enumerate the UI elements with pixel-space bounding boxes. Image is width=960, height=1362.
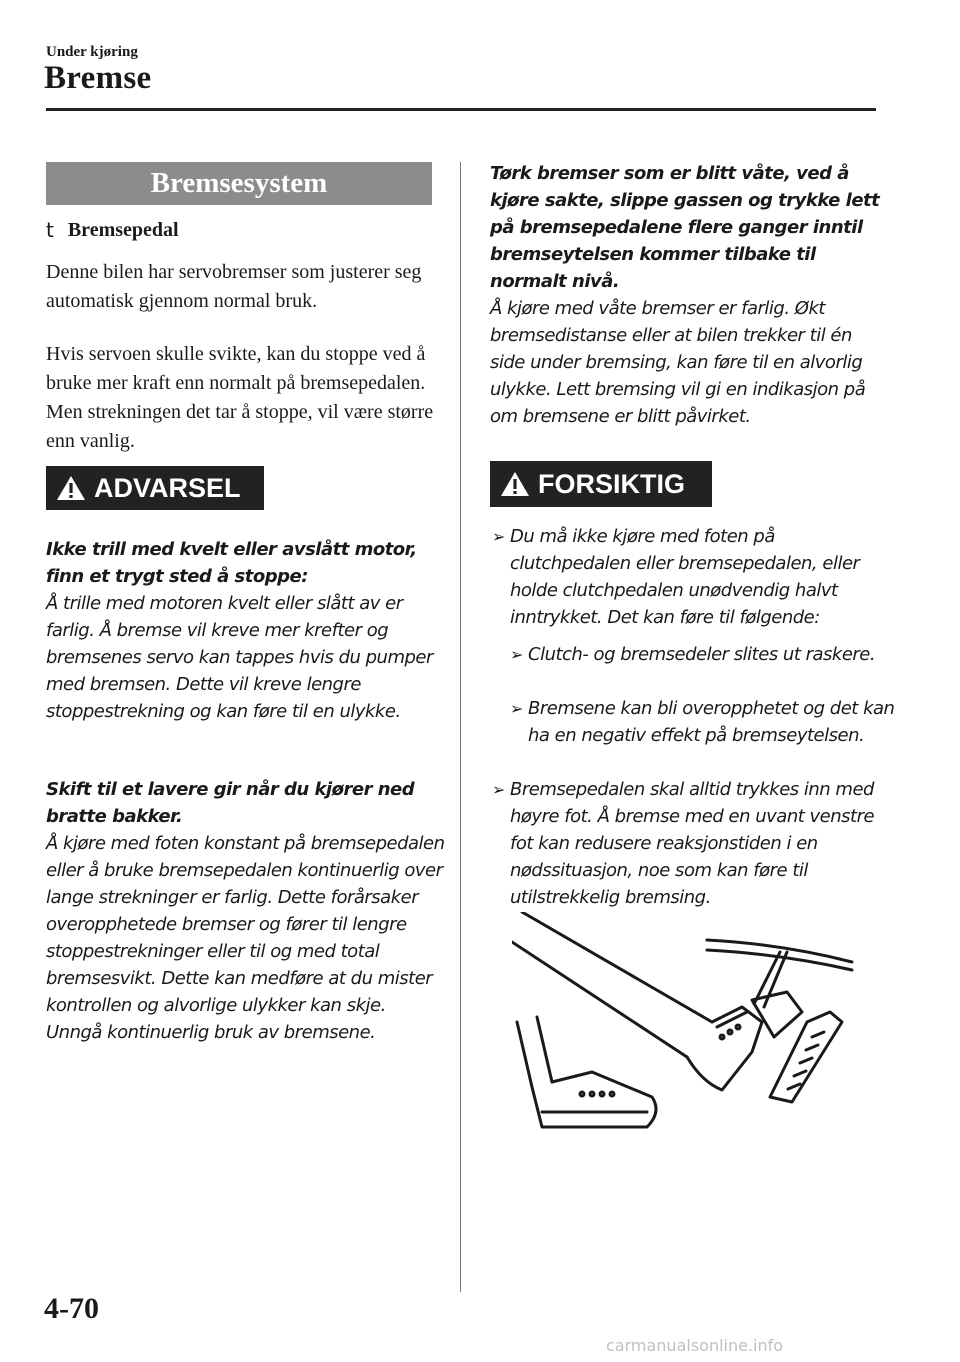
subsection-title: Bremsepedal [67,218,179,241]
warning-item-2 [46,776,446,1046]
caution-triangle-icon [500,471,530,497]
section-title: Bremsesystem [46,162,432,205]
warning-heading: Ikke trill med kvelt eller avslått motor, finn et trygt sted å stoppe: [46,539,417,587]
breadcrumb: Under kjøring [46,44,138,60]
warning-label: ADVARSEL [94,472,241,503]
warning-heading: Tørk bremser som er blitt våte, ved å kjøre sakte, slippe gassen og trykke lett på bremsepedalene flere ganger inntil bremseytelsen kommer tilbake til normalt nivå. [490,163,880,292]
caution-item-1 [492,523,900,631]
pedal-illustration [512,912,882,1132]
warning-badge [46,466,264,510]
warning-triangle-icon [56,475,86,501]
arrow-bullet-icon: ➢ [510,645,523,664]
caution-badge [490,461,712,507]
servo-paragraph: Hvis servoen skulle svikte, kan du stoppe ved å bruke mer kraft enn normalt på bremsepedalen. Men strekningen det tar å stoppe, vil være større enn vanlig. [46,343,434,452]
warning-item-3 [490,160,890,430]
arrow-bullet-icon: ➢ [492,527,505,546]
caution-text: Bremsene kan bli overopphetet og det kan ha en negativ effekt på bremseytelsen. [528,698,895,746]
caution-text: Bremsepedalen skal alltid trykkes inn med høyre fot. Å bremse med en uvant venstre fot kan redusere reaksjonstiden i en nødssituasjon, noe som kan føre til utilstrekkelig bremsing. [510,779,875,908]
header-rule [46,108,876,111]
warning-item-1 [46,536,446,725]
caution-label: FORSIKTIG [538,468,685,499]
page-number: 4-70 [44,1292,99,1325]
section-bullet: t [46,218,54,242]
page-title: Bremse [44,60,152,96]
warning-heading: Skift til et lavere gir når du kjører ned bratte bakker. [46,779,415,827]
arrow-bullet-icon: ➢ [492,780,505,799]
warning-text: Å kjøre med foten konstant på bremsepedalen eller å bruke bremsepedalen kontinuerlig over lange strekninger er farlig. Dette forårsaker overopphetede bremser og fører til lengre stoppestrekninger eller til og med total bremsesvikt. Dette kan medføre at du mister kontrollen og alvorlige ulykker kan skje. Unngå kontinuerlig bruk av bremsene. [46,833,445,1043]
caution-subitem-1 [510,641,898,668]
watermark: carmanualsonline.info [606,1336,784,1355]
arrow-bullet-icon: ➢ [510,699,523,718]
subsection-heading [46,218,179,242]
warning-text: Å kjøre med våte bremser er farlig. Økt bremsedistanse eller at bilen trekker til én side under bremsing, kan føre til en alvorlig ulykke. Lett bremsing vil gi en indikasjon på om bremsene er blitt påvirket. [490,298,866,427]
caution-text: Du må ikke kjøre med foten på clutchpedalen eller bremsepedalen, eller holde clutchpedalen unødvendig halvt inntrykket. Det kan føre til følgende: [510,526,860,628]
caution-text: Clutch- og bremsedeler slites ut raskere. [528,644,876,665]
intro-paragraph: Denne bilen har servobremser som justerer seg automatisk gjennom normal bruk. [46,261,422,312]
column-divider [460,162,461,1292]
caution-subitem-2 [510,695,898,749]
caution-item-2 [492,776,900,911]
warning-text: Å trille med motoren kvelt eller slått av er farlig. Å bremse vil kreve mer krefter og bremsenes servo kan tappes hvis du pumper med bremsen. Dette vil kreve lengre stoppestrekning og kan føre til en ulykke. [46,593,433,722]
